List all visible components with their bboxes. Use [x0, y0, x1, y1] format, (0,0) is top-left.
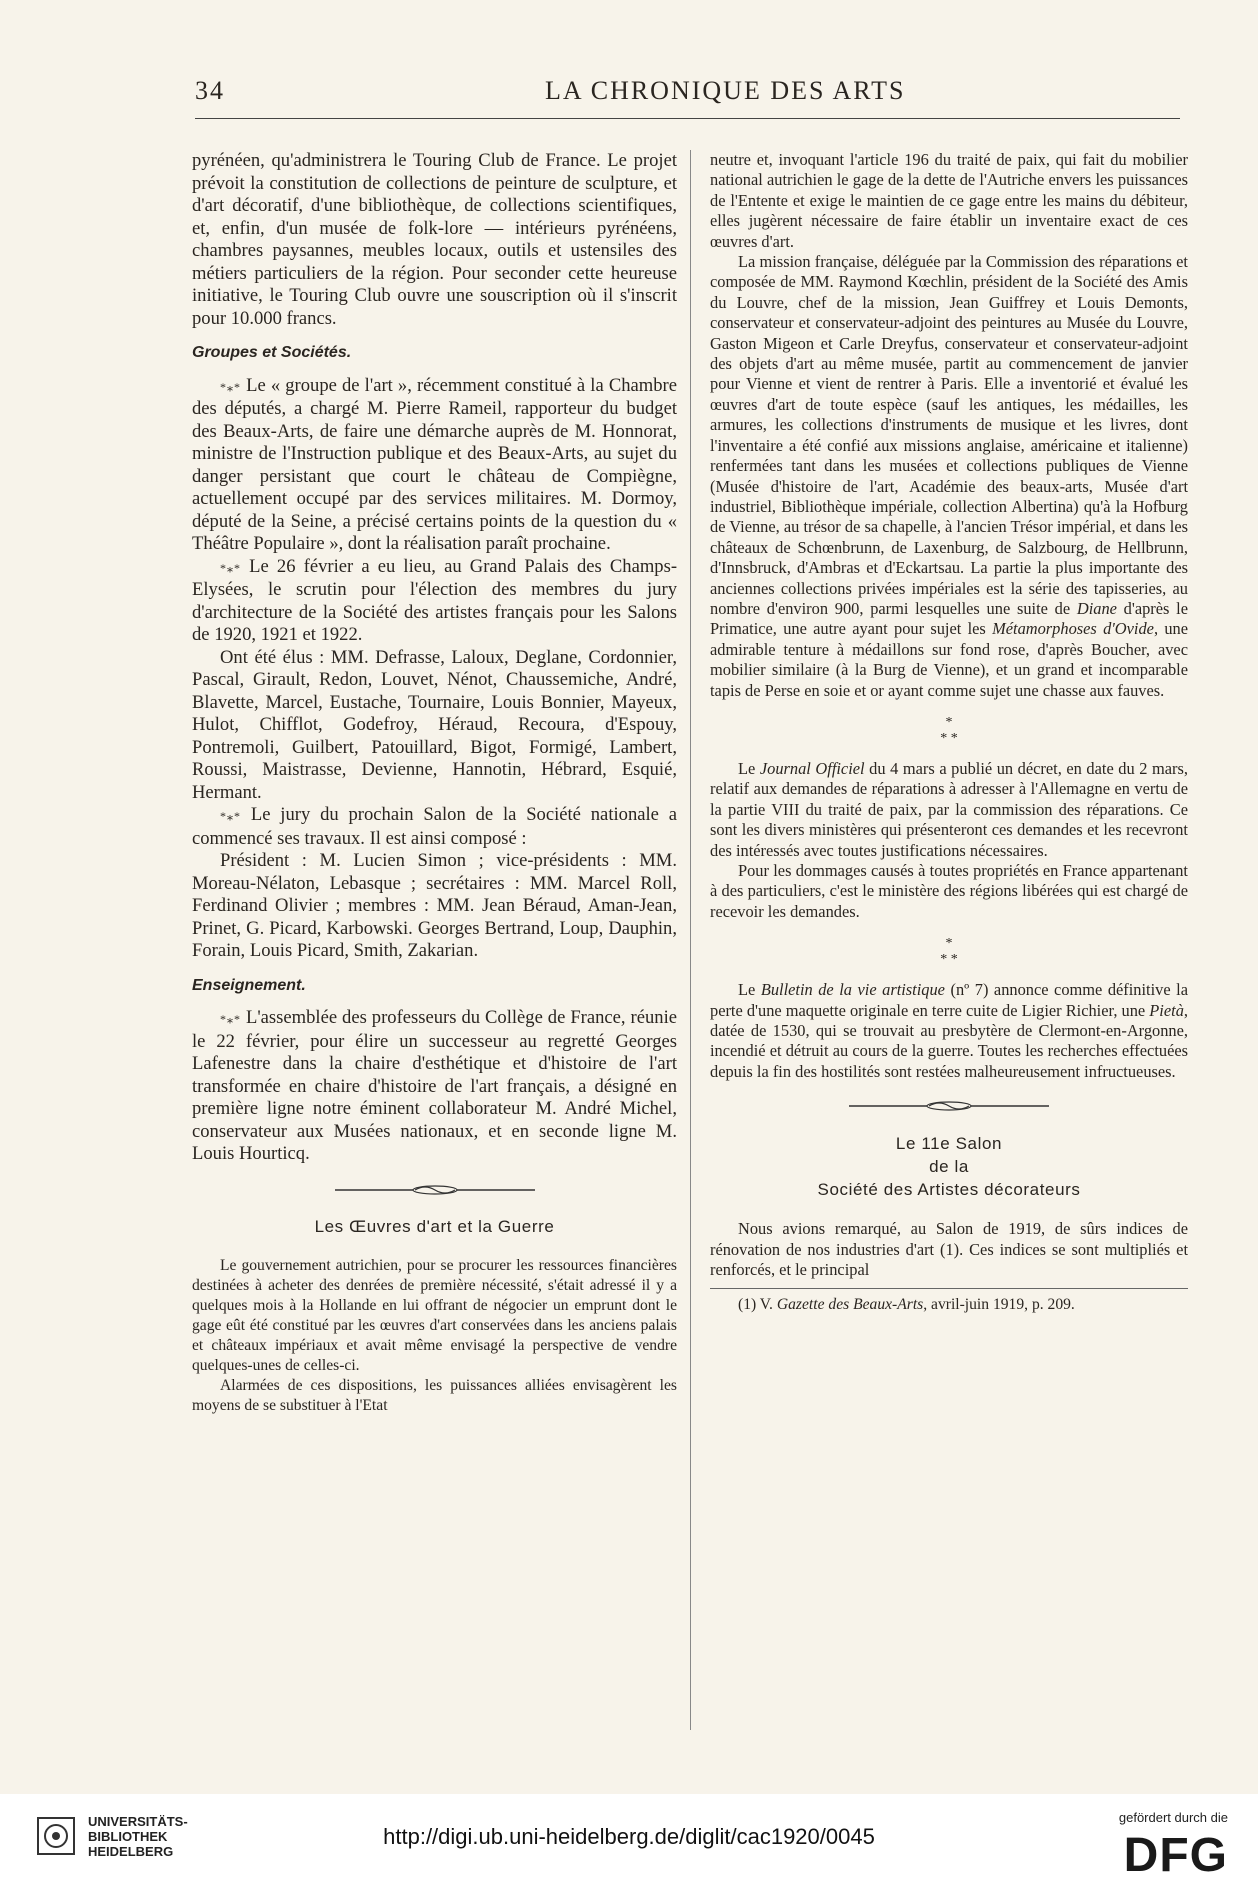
paragraph-bulletin: Le Bulletin de la vie artistique (nº 7) annonce comme définitive la perte d'une maquette originale en terre cuite de Ligier Richier, une Pietà, datée de 1530, qui se trouvait au presbytère de Clermont-en-Argonne, incendié et détruit au cours de la guerre. Toutes les recherches effectuées depuis la fin des hostilités sont restées malheureusement infructueuses. — [710, 980, 1188, 1081]
journal-title: LA CHRONIQUE DES ARTS — [545, 76, 906, 105]
section-heading-enseignement: Enseignement. — [192, 976, 306, 994]
digitization-footer — [0, 1794, 1258, 1894]
asterism: *⁎* — [220, 379, 241, 394]
asterism: *⁎* — [220, 809, 241, 823]
paragraph-jury: *⁎* Le jury du prochain Salon de la Société nationale a commencé ses travaux. Il est ainsi composé : — [192, 804, 677, 849]
section-separator-stars: * * * — [940, 936, 958, 968]
paragraph-salon: Nous avions remarqué, au Salon de 1919, de sûrs indices de rénovation de nos industries d'art (1). Ces indices se sont multipliés et renforcés, et le principal — [710, 1219, 1188, 1280]
paragraph-elus: Ont été élus : MM. Defrasse, Laloux, Deglane, Cordonnier, Pascal, Girault, Redon, Louvet, Nénot, Chaussemiche, André, Blavette, Marcel, Eustache, Tournaire, Louis Bonnier, Mayeux, Hulot, Chifflot, Godefroy, Héraud, Recoura, d'Espouy, Pontremoli, Guilbert, Patouillard, Bigot, Formigé, Lambert, Roussi, Maistrasse, Devienne, Hannotin, Hébrard, Esquié, Hermant. — [192, 646, 677, 803]
column-divider — [690, 150, 691, 1730]
dfg-logo: DFG — [1123, 1829, 1228, 1882]
article-heading-oeuvres: Les Œuvres d'art et la Guerre — [314, 1216, 555, 1236]
paragraph-college: *⁎* L'assemblée des professeurs du Collège de France, réunie le 22 février, pour élire un successeur au regretté Georges Lafenestre dans la chaire d'esthétique et d'histoire de l'art transformée en chaire d'histoire de l'art français, a désigné en première ligne notre éminent collaborateur M. André Michel, conservateur aux Musées nationaux, et en seconde ligne M. Louis Hourticq. — [192, 1007, 677, 1164]
running-header — [195, 76, 1195, 106]
paragraph-alarmees: Alarmées de ces dispositions, les puissances alliées envisagèrent les moyens de se substituer à l'Etat — [192, 1377, 677, 1414]
paragraph-touring-club: pyrénéen, qu'administrera le Touring Club de France. Le projet prévoit la constitution de collections de peinture de sculpture, et d'art décoratif, d'une bibliothèque, de collections scientifiques, et, enfin, d'un musée de folk-lore — intérieurs pyrénéens, chambres paysannes, meubles locaux, outils et ustensiles des métiers particuliers de la région. Pour seconder cette heureuse initiative, le Touring Club ouvre une souscription où il s'inscrit pour 10.000 francs. — [192, 150, 677, 329]
right-column — [710, 150, 1188, 1315]
funding-caption: gefördert durch die — [1118, 1810, 1228, 1825]
paragraph-president: Président : M. Lucien Simon ; vice-présidents : MM. Moreau-Nélaton, Lebasque ; secrétaires : MM. Marcel Roll, Ferdinand Olivier ; membres : MM. Jean Béraud, Aman-Jean, Prinet, G. Picard, Karbowski. Georges Bertrand, Loup, Dauphin, Forain, Louis Picard, Smith, Zakarian. — [192, 850, 677, 961]
section-heading-groupes: Groupes et Sociétés. — [192, 344, 352, 361]
paragraph-gouvernement: Le gouvernement autrichien, pour se procurer les ressources financières destinées à acheter des denrées de première nécessité, s'était adressé il y a quelques mois à la Hollande en lui offrant de négocier un emprunt dont le gage eût été constitué par les œuvres d'art conservées dans les anciens palais et châteaux impériaux et avait même envisagé la perspective de vendre quelques-unes de celles-ci. — [192, 1257, 677, 1374]
footnote-rule — [710, 1288, 1188, 1289]
paragraph-mission: La mission française, déléguée par la Commission des réparations et composée de MM. Raymond Kœchlin, président de la Société des Amis du Louvre, chef de la mission, Jean Guiffrey et Louis Demonts, conservateur et conservateur-adjoint des peintures au Musée du Louvre, Gaston Migeon et Carle Dreyfus, conservateur et conservateur-adjoint des objets d'art au même musée, partit au commencement de janvier pour Vienne et vient de rentrer à Paris. Elle a inventorié et évalué les œuvres d'art de toute espèce (sauf les antiques, les médailles, les armures, les collections d'instruments de musique et les livres, dont l'inventaire a été confié aux missions anglaise, américaine et italienne) renfermées tant dans les musées et collections publiques de Vienne (Musée d'histoire de l'art, Académie des beaux-arts, Musée d'art industriel, Bibliothèque impériale, collection Albertina) qu'à la Hofburg de Vienne, au trésor de sa chapelle, à l'ancien Trésor impérial, et dans les châteaux de Schœnbrunn, de Laxenburg, de Salzbourg, de Hellbrunn, d'Innsbruck, d'Ambras et d'Eckartsau. La partie la plus importante des anciennes collections privées impériales est la série des tapisseries, au nombre d'environ 900, parmi lesquelles une suite de Diane d'après le Primatice, une autre ayant pour sujet les Métamorphoses d'Ovide, une admirable tenture à médaillons sur fond rose, d'après Boucher, avec mobilier similaire (à la Burg de Vienne), et un grand et incomparable tapis de Perse en soie et or ayant comme sujet une chasse aux fauves. — [710, 252, 1188, 700]
left-column — [192, 150, 677, 1416]
asterism: *⁎* — [220, 560, 241, 575]
article-heading-salon: Le 11e Salon de la Société des Artistes décorateurs — [817, 1134, 1081, 1200]
page-number: 34 — [195, 76, 225, 105]
paragraph-dommages: Pour les dommages causés à toutes propriétés en France appartenant à des particuliers, c'est le ministère des régions libérées qui est chargé de recevoir les demandes. — [710, 861, 1188, 921]
paragraph-scrutin: *⁎* Le 26 février a eu lieu, au Grand Palais des Champs-Elysées, le scrutin pour l'élection des membres du jury d'architecture de la Société des artistes français pour les Salons de 1920, 1921 et 1922. — [192, 555, 678, 645]
permalink-url[interactable]: http://digi.ub.uni-heidelberg.de/diglit/cac1920/0045 — [383, 1824, 875, 1849]
ornament-divider-icon — [335, 1184, 535, 1196]
asterism: *⁎* — [220, 1012, 241, 1026]
section-separator-stars: * * * — [940, 714, 958, 746]
paragraph-neutre: neutre et, invoquant l'article 196 du traité de paix, qui fait du mobilier national autrichien le gage de la dette de l'Autriche envers les puissances de l'Entente et exige le maintien de ce gage entre les mains du débiteur, elles jugèrent nécessaire de faire établir un inventaire exact de ces œuvres d'art. — [710, 150, 1188, 251]
ornament-divider-icon — [849, 1100, 1049, 1112]
paragraph-groupe-art: *⁎* Le « groupe de l'art », récemment constitué à la Chambre des députés, a chargé M. Pierre Rameil, rapporteur du budget des Beaux-Arts, de faire une démarche auprès de M. Honnorat, ministre de l'Instruction publique et des Beaux-Arts, au sujet du danger persistant que court le château de Compiègne, actuellement occupé par des services militaires. M. Dormoy, député de la Seine, a précisé certains points de la question du « Théâtre Populaire », dont la réalisation paraît prochaine. — [192, 374, 677, 554]
header-rule — [195, 118, 1180, 119]
paragraph-journal-officiel: Le Journal Officiel du 4 mars a publié un décret, en date du 2 mars, relatif aux demandes de réparations à adresser à l'Allemagne en vertu de la partie VIII du traité de paix, par la commission des réparations. Ce sont les divers ministères qui présenteront ces demandes et les recevront des intéressés avec toutes justifications nécessaires. — [710, 758, 1188, 860]
footnote: (1) V. Gazette des Beaux-Arts, avril-juin 1919, p. 209. — [738, 1296, 1075, 1314]
library-name: UNIVERSITÄTS- BIBLIOTHEK HEIDELBERG — [88, 1814, 188, 1859]
